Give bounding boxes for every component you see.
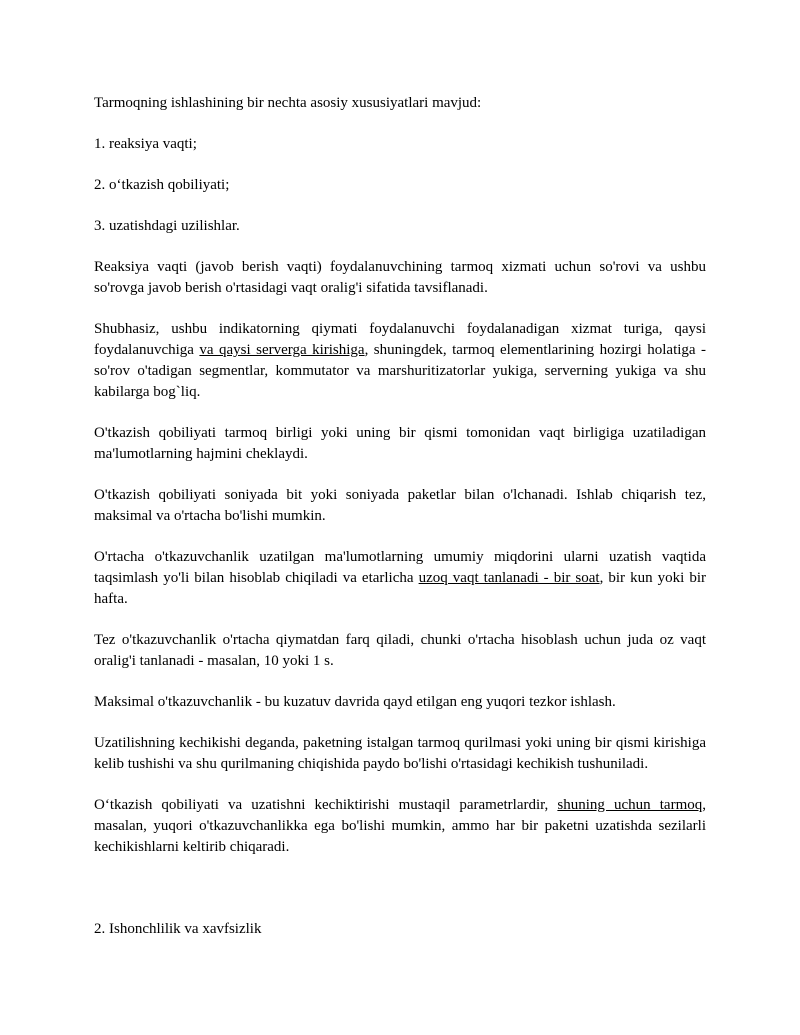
paragraph <box>94 795 706 858</box>
paragraph <box>94 630 706 672</box>
paragraph <box>94 733 706 775</box>
paragraph <box>94 423 706 465</box>
underlined-text: va qaysi serverga kirishiga <box>199 342 365 358</box>
text-run: 2. o‘tkazish qobiliyati; <box>94 177 230 193</box>
text-run: Reaksiya vaqti (javob berish vaqti) foydalanuvchining tarmoq xizmati uchun so'rovi va ushbu so'rovga javob berish o'rtasidagi vaqt oralig'i sifatida tavsiflanadi. <box>94 259 706 296</box>
paragraph <box>94 175 706 196</box>
paragraph <box>94 485 706 527</box>
text-run: O'rtacha o'tkazuvchanlik uzatilgan ma'lumotlarning umumiy miqdorini ularni uzatish vaqtida taqsimlash yo'li bilan hisoblab chiqiladi va etarlicha <box>94 549 706 586</box>
text-run: O'tkazish qobiliyati tarmoq birligi yoki uning bir qismi tomonidan vaqt birligiga uzatiladigan ma'lumotlarning hajmini cheklaydi. <box>94 425 706 462</box>
paragraph <box>94 547 706 610</box>
document-body <box>94 93 706 940</box>
text-run: , shuningdek, tarmoq elementlarining hozirgi holatiga - so'rov o'tadigan segmentlar, kommutator va marshuritizatorlar yukiga, serverning yukiga va shu kabilarga bog`liq. <box>94 342 706 400</box>
paragraph <box>94 919 706 940</box>
paragraph <box>94 878 706 899</box>
paragraph <box>94 319 706 403</box>
text-run: , bir kun yoki bir hafta. <box>94 570 707 607</box>
text-run: Tez o'tkazuvchanlik o'rtacha qiymatdan farq qiladi, chunki o'rtacha hisoblash uchun juda oz vaqt oralig'i tanlanadi - masalan, 10 yoki 1 s. <box>94 632 706 669</box>
paragraph <box>94 257 706 299</box>
text-run: O'tkazish qobiliyati soniyada bit yoki soniyada paketlar bilan o'lchanadi. Ishlab chiqarish tez, maksimal va o'rtacha bo'lishi mumkin. <box>94 487 706 524</box>
text-run: , masalan, yuqori o'tkazuvchanlikka ega bo'lishi mumkin, ammo har bir paketni uzatishda sezilarli kechikishlarni keltirib chiqaradi. <box>94 797 706 855</box>
text-run: Maksimal o'tkazuvchanlik - bu kuzatuv davrida qayd etilgan eng yuqori tezkor ishlash. <box>94 694 616 710</box>
text-run: 3. uzatishdagi uzilishlar. <box>94 218 240 234</box>
text-run: 1. reaksiya vaqti; <box>94 136 197 152</box>
text-run: Uzatilishning kechikishi deganda, paketning istalgan tarmoq qurilmasi yoki uning bir qismi kirishiga kelib tushishi va shu qurilmaning chiqishida paydo bo'lishi o'rtasidagi kechikish tushuniladi. <box>94 735 706 772</box>
text-run: O‘tkazish qobiliyati va uzatishni kechiktirishi mustaqil parametrlardir, <box>94 797 558 813</box>
text-run: 2. Ishonchlilik va xavfsizlik <box>94 921 262 937</box>
underlined-text: shuning uchun tarmoq <box>557 797 703 813</box>
text-run: Shubhasiz, ushbu indikatorning qiymati foydalanuvchi foydalanadigan xizmat turiga, qaysi foydalanuvchiga <box>94 321 706 358</box>
paragraph <box>94 692 706 713</box>
paragraph <box>94 216 706 237</box>
underlined-text: uzoq vaqt tanlanadi - bir soat <box>418 570 600 586</box>
paragraph <box>94 93 706 114</box>
text-run: Tarmoqning ishlashining bir nechta asosiy xususiyatlari mavjud: <box>94 95 482 111</box>
paragraph <box>94 134 706 155</box>
